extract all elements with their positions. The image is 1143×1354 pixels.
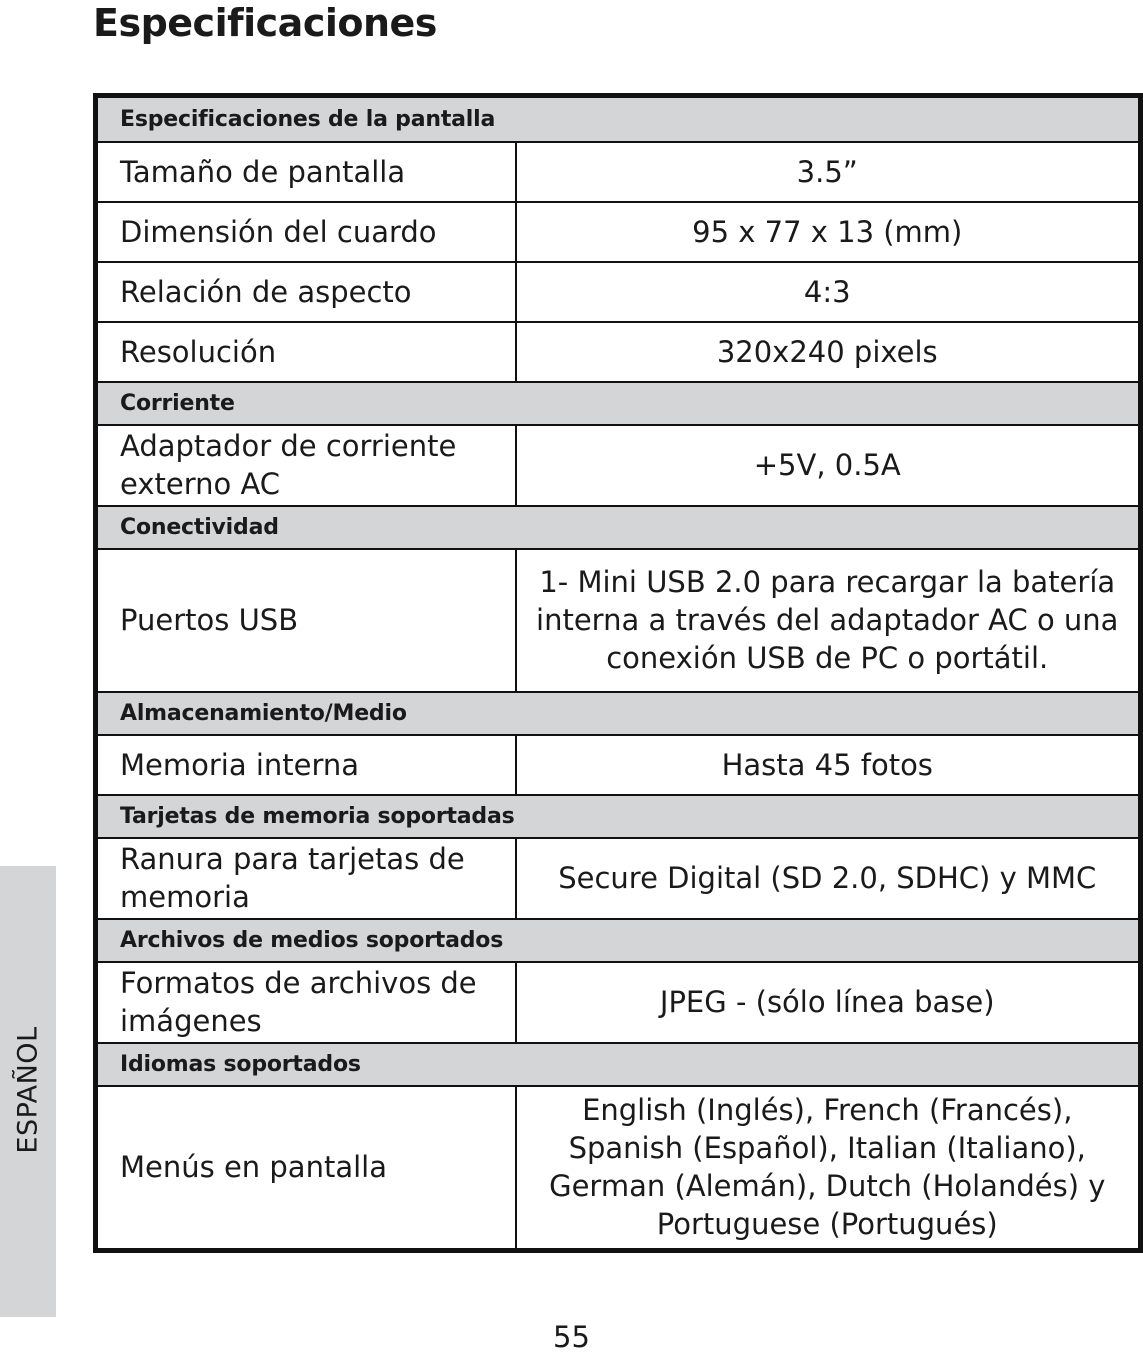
spec-label: Memoria interna	[96, 735, 516, 795]
spec-row	[96, 962, 1141, 1043]
spec-value: +5V, 0.5A	[516, 425, 1141, 506]
section-header-row	[96, 919, 1141, 962]
spec-value: 1- Mini USB 2.0 para recargar la batería interna a través del adaptador AC o una conexión USB de PC o portátil.	[516, 549, 1141, 692]
spec-label: Resolución	[96, 322, 516, 382]
section-header-row	[96, 795, 1141, 838]
section-header-row	[96, 506, 1141, 549]
spec-value: 95 x 77 x 13 (mm)	[516, 202, 1141, 262]
page-title: Especificaciones	[93, 1, 437, 45]
spec-row	[96, 838, 1141, 919]
spec-label: Formatos de archivos de imágenes	[96, 962, 516, 1043]
spec-row	[96, 142, 1141, 202]
spec-value: 320x240 pixels	[516, 322, 1141, 382]
spec-value: Hasta 45 fotos	[516, 735, 1141, 795]
spec-row	[96, 425, 1141, 506]
spec-label: Dimensión del cuardo	[96, 202, 516, 262]
section-header: Archivos de medios soportados	[96, 919, 1141, 962]
section-header-row	[96, 382, 1141, 425]
spec-label: Relación de aspecto	[96, 262, 516, 322]
section-header-row	[96, 96, 1141, 142]
section-header: Corriente	[96, 382, 1141, 425]
spec-row	[96, 202, 1141, 262]
section-header: Almacenamiento/Medio	[96, 692, 1141, 735]
spec-label: Menús en pantalla	[96, 1086, 516, 1251]
section-header: Tarjetas de memoria soportadas	[96, 795, 1141, 838]
language-side-tab-label: ESPAÑOL	[12, 1026, 44, 1154]
spec-value: English (Inglés), French (Francés), Spanish (Español), Italian (Italiano), German (Alemán), Dutch (Holandés) y Portuguese (Portugués)	[516, 1086, 1141, 1251]
spec-value: 4:3	[516, 262, 1141, 322]
section-header: Conectividad	[96, 506, 1141, 549]
spec-label: Ranura para tarjetas de memoria	[96, 838, 516, 919]
spec-label: Tamaño de pantalla	[96, 142, 516, 202]
spec-row	[96, 322, 1141, 382]
spec-table	[93, 93, 1143, 1253]
section-header: Especificaciones de la pantalla	[96, 96, 1141, 142]
page-number: 55	[553, 1320, 590, 1354]
spec-value: 3.5”	[516, 142, 1141, 202]
section-header: Idiomas soportados	[96, 1043, 1141, 1086]
spec-row	[96, 1086, 1141, 1251]
spec-value: Secure Digital (SD 2.0, SDHC) y MMC	[516, 838, 1141, 919]
spec-value: JPEG - (sólo línea base)	[516, 962, 1141, 1043]
spec-row	[96, 735, 1141, 795]
spec-label: Adaptador de corriente externo AC	[96, 425, 516, 506]
section-header-row	[96, 1043, 1141, 1086]
section-header-row	[96, 692, 1141, 735]
spec-row	[96, 549, 1141, 692]
spec-row	[96, 262, 1141, 322]
spec-label: Puertos USB	[96, 549, 516, 692]
